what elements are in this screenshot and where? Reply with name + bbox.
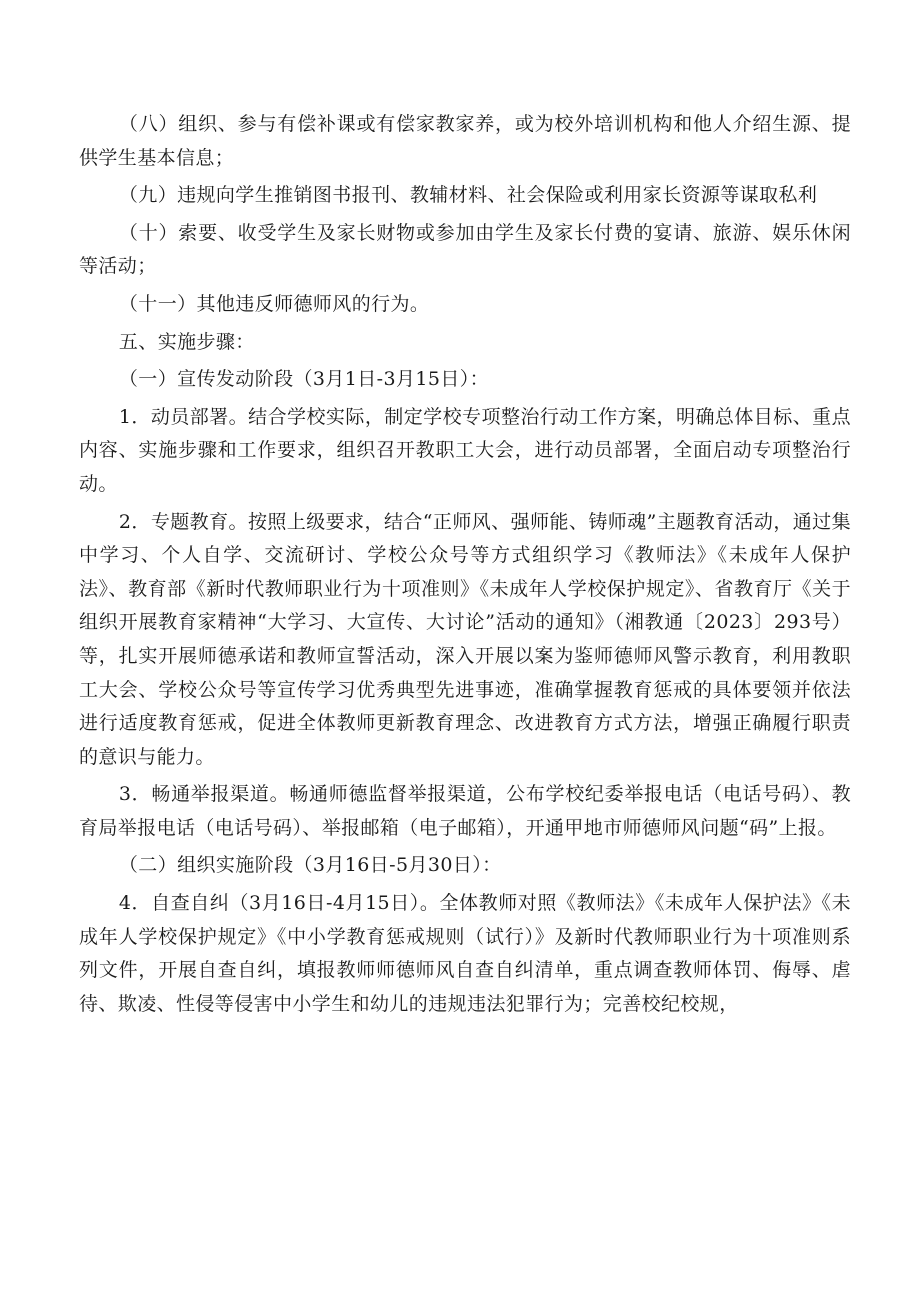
section-heading-implementation-steps: 五、实施步骤： [118,330,255,353]
subheading-publicity-stage: （一）宣传发动阶段（3月1日-3月15日）： [118,368,490,391]
document-page [79,108,851,1021]
subheading-implementation-stage: （二）组织实施阶段（3月16日-5月30日）： [118,854,502,877]
paragraph-item-10: （十）索要、收受学生及家长财物或参加由学生及家长付费的宴请、旅游、娱乐休闲等活动； [79,221,851,278]
paragraph-item-11: （十一）其他违反师德师风的行为。 [118,292,430,315]
paragraph-reporting-channels: 3．畅通举报渠道。畅通师德监督举报渠道，公布学校纪委举报电话（电话号码）、教育局举报电话（电话号码）、举报邮箱（电子邮箱），开通甲地市师德师风问题“码”上报。 [79,783,851,839]
paragraph-self-inspection: 4．自查自纠（3月16日-4月15日）。全体教师对照《教师法》《未成年人保护法》《未成年人学校保护规定》《中小学教育惩戒规则（试行）》及新时代教师职业行为十项准则系列文件，开展自查自纠，填报教师师德师风自查自纠清单，重点调查教师体罚、侮辱、虐待、欺凌、性侵等侵害中小学生和幼儿的违规违法犯罪行为；完善校纪校规， [79,892,851,1015]
paragraph-item-8: （八）组织、参与有偿补课或有偿家教家养，或为校外培训机构和他人介绍生源、提供学生基本信息； [79,113,851,169]
paragraph-item-9: （九）违规向学生推销图书报刊、教辅材料、社会保险或利用家长资源等谋取私利 [118,184,818,207]
paragraph-special-education: 2．专题教育。按照上级要求，结合“正师风、强师能、铸师魂”主题教育活动，通过集中学习、个人自学、交流研讨、学校公众号等方式组织学习《教师法》《未成年人保护法》、教育部《新时代教师职业行为十项准则》《未成年人学校保护规定》、省教育厅《关于组织开展教育家精神“大学习、大宣传、大讨论”活动的通知》（湘教通〔2023〕293号）等，扎实开展师德承诺和教师宣誓活动，深入开展以案为鉴师德师风警示教育，利用教职工大会、学校公众号等宣传学习优秀典型先进事迹，准确掌握教育惩戒的具体要领并依法进行适度教育惩戒，促进全体教师更新教育理念、改进教育方式方法，增强正确履行职责的意识与能力。 [79,510,851,768]
paragraph-mobilization: 1．动员部署。结合学校实际，制定学校专项整治行动工作方案，明确总体目标、重点内容、实施步骤和工作要求，组织召开教职工大会，进行动员部署，全面启动专项整治行动。 [79,405,851,495]
